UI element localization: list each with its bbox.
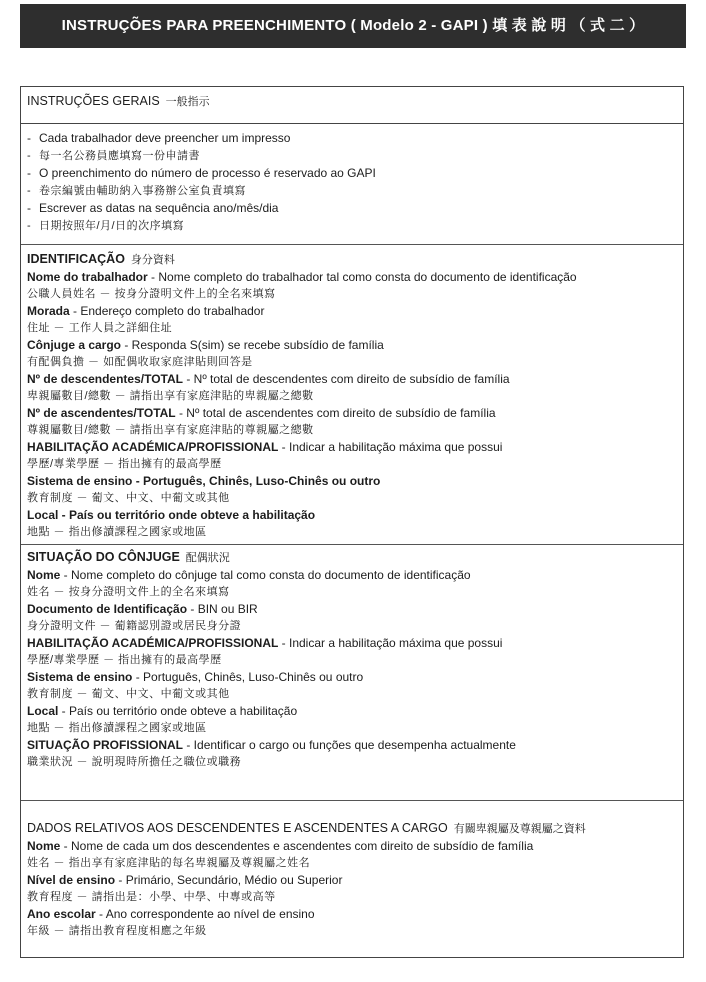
bullet-list <box>27 124 677 235</box>
field-description: Morada - Endereço completo do trabalhador <box>27 304 265 318</box>
field-description: Documento de Identificação - BIN ou BIR <box>27 602 258 616</box>
instructions-frame <box>20 86 684 958</box>
section-heading-zh: 身分資料 <box>130 254 175 266</box>
section-heading <box>27 545 677 567</box>
section-heading-zh: 配偶狀況 <box>185 552 230 564</box>
field-description: Nº de descendentes/TOTAL - Nº total de descendentes com direito de subsídio de família <box>27 372 510 386</box>
field-description-zh: 卑親屬數目/總數 － 請指出享有家庭津貼的卑親屬之總數 <box>27 390 314 402</box>
list-item: - Cada trabalhador deve preencher um impresso <box>27 131 291 145</box>
section-heading-pt: DADOS RELATIVOS AOS DESCENDENTES E ASCENDENTES A CARGO <box>27 821 448 835</box>
field-description-zh: 學歷/專業學歷 － 指出擁有的最高學歷 <box>27 654 222 666</box>
field-description-zh: 公職人員姓名 － 按身分證明文件上的全名來填寫 <box>27 288 276 300</box>
field-description-zh: 有配偶負擔 － 如配偶收取家庭津貼則回答是 <box>27 356 253 368</box>
page-title: INSTRUÇÕES PARA PREENCHIMENTO ( Modelo 2 - GAPI ) 填 表 說 明 （ 式 二 ） <box>20 4 686 48</box>
section-general-instructions <box>21 87 683 245</box>
field-description: SITUAÇÃO PROFISSIONAL - Identificar o cargo ou funções que desempenha actualmente <box>27 738 516 752</box>
field-description-zh: 尊親屬數目/總數 － 請指出享有家庭津貼的尊親屬之總數 <box>27 424 314 436</box>
field-description: HABILITAÇÃO ACADÉMICA/PROFISSIONAL - Indicar a habilitação máxima que possui <box>27 636 503 650</box>
field-description-zh: 住址 － 工作人員之詳細住址 <box>27 322 173 334</box>
field-description-zh: 地點 － 指出修讀課程之國家或地區 <box>27 722 207 734</box>
field-description: Sistema de ensino - Português, Chinês, Luso-Chinês ou outro <box>27 670 364 684</box>
field-description: Local - País ou território onde obteve a habilitação <box>27 704 298 718</box>
section-heading-zh: 一般指示 <box>165 96 210 108</box>
section-identification <box>21 245 683 545</box>
section-dependants-data <box>21 801 683 959</box>
list-item: - Escrever as datas na sequência ano/mês/dia <box>27 201 279 215</box>
field-description: Sistema de ensino - Português, Chinês, Luso-Chinês ou outro <box>27 474 381 488</box>
field-description-zh: 姓名 － 指出享有家庭津貼的每名卑親屬及尊親屬之姓名 <box>27 857 311 869</box>
field-description-zh: 姓名 － 按身分證明文件上的全名來填寫 <box>27 586 230 598</box>
field-description-zh: 學歷/專業學歷 － 指出擁有的最高學歷 <box>27 458 222 470</box>
list-item: - 每一名公務員應填寫一份申請書 <box>27 149 200 162</box>
field-description: Local - País ou território onde obteve a habilitação <box>27 508 316 522</box>
field-description-zh: 身分證明文件 － 葡籍認別證或居民身分證 <box>27 620 242 632</box>
section-heading <box>27 245 677 269</box>
section-heading-pt: IDENTIFICAÇÃO <box>27 252 125 266</box>
field-description: Cônjuge a cargo - Responda S(sim) se recebe subsídio de família <box>27 338 384 352</box>
list-item: - O preenchimento do número de processo é reservado ao GAPI <box>27 166 376 180</box>
field-description-zh: 年級 － 請指出教育程度相應之年級 <box>27 925 207 937</box>
field-description: Ano escolar - Ano correspondente ao nível de ensino <box>27 907 315 921</box>
field-description-zh: 職業狀況 － 說明現時所擔任之職位或職務 <box>27 756 242 768</box>
field-description: Nome - Nome completo do cônjuge tal como consta do documento de identificação <box>27 568 471 582</box>
section-spouse-situation <box>21 545 683 801</box>
field-description: Nível de ensino - Primário, Secundário, Médio ou Superior <box>27 873 343 887</box>
field-description: Nome - Nome de cada um dos descendentes e ascendentes com direito de subsídio de família <box>27 839 534 853</box>
section-heading <box>27 801 677 838</box>
field-description: Nome do trabalhador - Nome completo do trabalhador tal como consta do documento de identificação <box>27 270 577 284</box>
section-heading-zh: 有關卑親屬及尊親屬之資料 <box>453 823 586 835</box>
list-item: - 卷宗編號由輔助納入事務辦公室負責填寫 <box>27 184 246 197</box>
field-description-zh: 教育制度 － 葡文、中文、中葡文或其他 <box>27 492 230 504</box>
field-description: HABILITAÇÃO ACADÉMICA/PROFISSIONAL - Indicar a habilitação máxima que possui <box>27 440 503 454</box>
list-item: - 日期按照年/月/日的次序填寫 <box>27 219 185 232</box>
section-heading <box>21 87 683 124</box>
field-description: Nº de ascendentes/TOTAL - Nº total de ascendentes com direito de subsídio de família <box>27 406 496 420</box>
field-description-zh: 教育制度 － 葡文、中文、中葡文或其他 <box>27 688 230 700</box>
field-description-zh: 地點 － 指出修讀課程之國家或地區 <box>27 526 207 538</box>
section-heading-pt: INSTRUÇÕES GERAIS <box>27 94 160 108</box>
field-description-zh: 教育程度 － 請指出是：小學、中學、中專或高等 <box>27 891 276 903</box>
section-heading-pt: SITUAÇÃO DO CÔNJUGE <box>27 550 180 564</box>
